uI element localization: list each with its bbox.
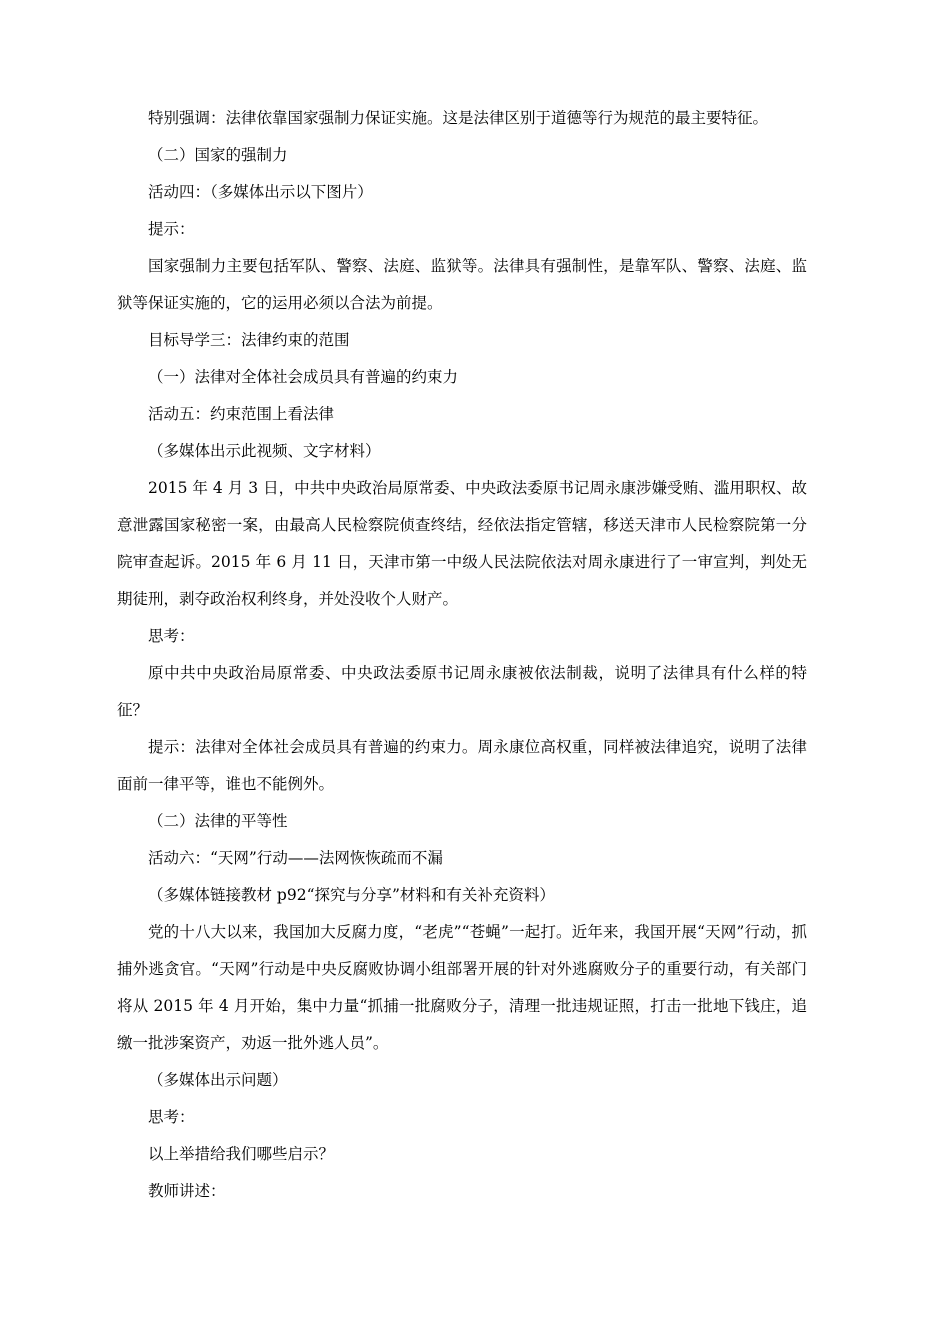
- think-label: 思考：: [148, 627, 195, 645]
- paragraph-state-coercion: 国家强制力主要包括军队、警察、法庭、监狱等。法律具有强制性，是靠军队、警察、法庭、监狱等保证实施的，它的运用必须以合法为前提。: [117, 257, 807, 312]
- goal-three-heading: 目标导学三：法律约束的范围: [148, 331, 350, 349]
- hint-paragraph: 提示：法律对全体社会成员具有普遍的约束力。周永康位高权重，同样被法律追究，说明了法律面前一律平等，谁也不能例外。: [117, 738, 807, 793]
- activity-six: 活动六：“天网”行动——法网恢恢疏而不漏: [148, 849, 443, 867]
- activity-four: 活动四：（多媒体出示以下图片）: [148, 183, 373, 201]
- think-label-2: 思考：: [148, 1108, 195, 1126]
- multimedia-note-video: （多媒体出示此视频、文字材料）: [148, 442, 381, 460]
- question-paragraph: 原中共中央政治局原常委、中央政法委原书记周永康被依法制裁，说明了法律具有什么样的特征？: [117, 664, 807, 719]
- section-heading-equality: （二）法律的平等性: [148, 812, 288, 830]
- activity-five: 活动五：约束范围上看法律: [148, 405, 335, 423]
- section-heading-universal-binding: （一）法律对全体社会成员具有普遍的约束力: [148, 368, 459, 386]
- paragraph-case: 2015 年 4 月 3 日，中共中央政治局原常委、中央政法委原书记周永康涉嫌受贿、滥用职权、故意泄露国家秘密一案，由最高人民检察院侦查终结，经依法指定管辖，移送天津市人民检察院第一分院审查起诉。2015 年 6 月 11 日，天津市第一中级人民法院依法对周永康进行了一审宣判，判处无期徒刑，剥夺政治权利终身，并处没收个人财产。: [117, 479, 807, 608]
- section-heading-state-coercion: （二）国家的强制力: [148, 146, 288, 164]
- multimedia-note-textbook: （多媒体链接教材 p92“探究与分享”材料和有关补充资料）: [148, 886, 555, 904]
- teacher-narration-label: 教师讲述：: [148, 1182, 226, 1200]
- multimedia-note-question: （多媒体出示问题）: [148, 1071, 288, 1089]
- document-body: [117, 100, 807, 1210]
- question-inspiration: 以上举措给我们哪些启示？: [148, 1145, 335, 1163]
- hint-label: 提示：: [148, 220, 195, 238]
- paragraph-emphasis: 特别强调：法律依靠国家强制力保证实施。这是法律区别于道德等行为规范的最主要特征。: [148, 109, 769, 127]
- paragraph-skynet: 党的十八大以来，我国加大反腐力度，“老虎”“苍蝇”一起打。近年来，我国开展“天网”行动，抓捕外逃贪官。“天网”行动是中央反腐败协调小组部署开展的针对外逃腐败分子的重要行动，有关部门将从 2015 年 4 月开始，集中力量“抓捕一批腐败分子，清理一批违规证照，打击一批地下钱庄，追缴一批涉案资产，劝返一批外逃人员”。: [117, 923, 807, 1052]
